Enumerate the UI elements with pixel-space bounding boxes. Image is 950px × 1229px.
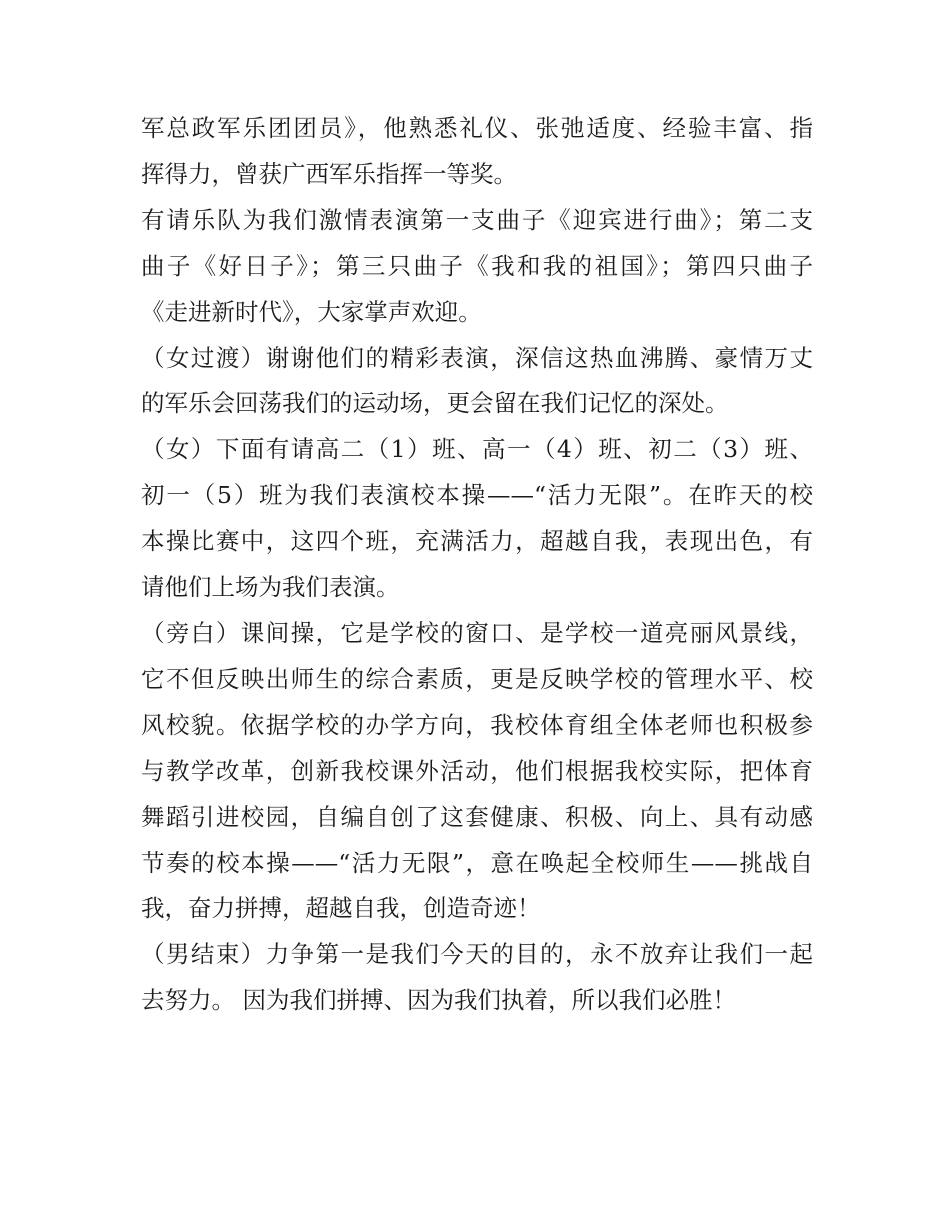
document-body bbox=[141, 106, 813, 1024]
text-line: （女）下面有请高二（1）班、高一（4）班、初二（3）班、 bbox=[141, 435, 813, 464]
paragraph-1 bbox=[141, 106, 813, 198]
text-line: 初一（5）班为我们表演校本操——“活力无限”。在昨天的校 bbox=[141, 481, 813, 510]
text-line: 挥得力，曾获广西军乐指挥一等奖。 bbox=[141, 159, 517, 188]
text-line: （男结束）力争第一是我们今天的目的，永不放弃让我们一起 bbox=[141, 940, 813, 969]
text-line: 它不但反映出师生的综合素质，更是反映学校的管理水平、校 bbox=[141, 664, 813, 693]
text-line: 《走进新时代》，大家掌声欢迎。 bbox=[141, 297, 482, 326]
paragraph-6 bbox=[141, 932, 813, 1024]
text-line: （旁白）课间操，它是学校的窗口、是学校一道亮丽风景线， bbox=[141, 618, 813, 647]
text-line: 节奏的校本操——“活力无限”，意在唤起全校师生——挑战自 bbox=[141, 848, 813, 877]
text-line: 与教学改革，创新我校课外活动，他们根据我校实际，把体育 bbox=[141, 756, 813, 785]
text-line: 军总政军乐团团员》，他熟悉礼仪、张弛适度、经验丰富、指 bbox=[141, 114, 813, 142]
text-line: （女过渡）谢谢他们的精彩表演，深信这热血沸腾、豪情万丈 bbox=[141, 343, 813, 372]
paragraph-3 bbox=[141, 336, 813, 428]
paragraph-4 bbox=[141, 427, 813, 611]
text-line: 舞蹈引进校园，自编自创了这套健康、积极、向上、具有动感 bbox=[141, 802, 813, 831]
text-line: 我，奋力拼搏，超越自我，创造奇迹！ bbox=[141, 894, 541, 923]
text-line: 风校貌。依据学校的办学方向，我校体育组全体老师也积极参 bbox=[141, 710, 813, 739]
text-line: 有请乐队为我们激情表演第一支曲子《迎宾进行曲》；第二支 bbox=[141, 205, 813, 234]
text-line: 请他们上场为我们表演。 bbox=[141, 573, 400, 602]
text-line: 的军乐会回荡我们的运动场，更会留在我们记忆的深处。 bbox=[141, 389, 729, 418]
text-line: 曲子《好日子》；第三只曲子《我和我的祖国》；第四只曲子 bbox=[141, 251, 813, 280]
paragraph-2 bbox=[141, 198, 813, 336]
text-line: 去努力。 因为我们拼搏、因为我们执着，所以我们必胜！ bbox=[141, 986, 736, 1015]
paragraph-5 bbox=[141, 611, 813, 932]
text-line: 本操比赛中，这四个班，充满活力，超越自我，表现出色，有 bbox=[141, 527, 813, 556]
